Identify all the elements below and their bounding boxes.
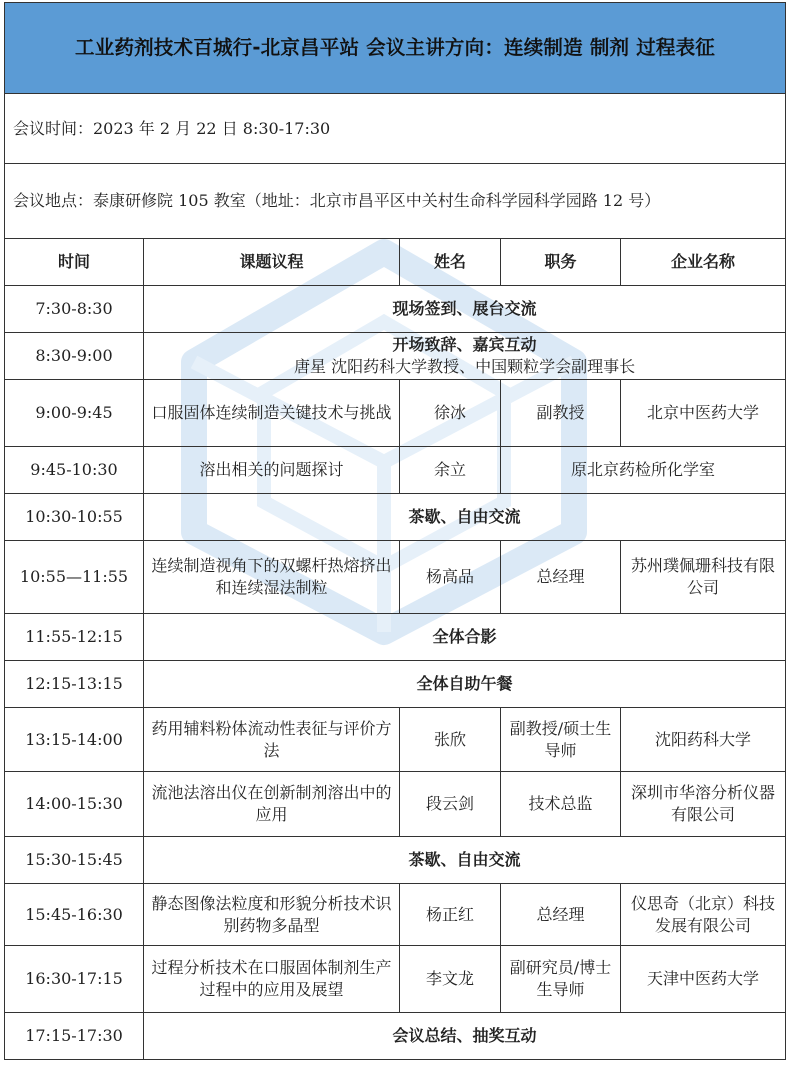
time-cell: 12:15-13:15	[5, 661, 144, 708]
span-cell	[144, 661, 786, 708]
time-cell: 9:00-9:45	[5, 380, 144, 447]
session-label: 开场致辞、嘉宾互动	[392, 335, 537, 354]
topic-cell: 静态图像法粒度和形貌分析技术识别药物多晶型	[144, 884, 400, 946]
agenda-table	[4, 2, 786, 1060]
header-name: 姓名	[400, 239, 501, 286]
session-label: 现场签到、展台交流	[392, 299, 537, 318]
position-cell: 副教授	[501, 380, 621, 447]
agenda-row	[5, 884, 786, 946]
position-cell: 总经理	[501, 884, 621, 946]
meeting-time: 会议时间：2023 年 2 月 22 日 8:30-17:30	[5, 94, 786, 164]
session-label: 全体合影	[432, 627, 497, 646]
company-cell: 仪思奇（北京）科技发展有限公司	[621, 884, 786, 946]
time-cell: 16:30-17:15	[5, 946, 144, 1013]
span-cell	[144, 286, 786, 333]
header-topic: 课题议程	[144, 239, 400, 286]
time-cell: 10:55—11:55	[5, 541, 144, 614]
session-label: 茶歇、自由交流	[408, 850, 521, 869]
name-cell: 杨正红	[400, 884, 501, 946]
name-cell: 杨高品	[400, 541, 501, 614]
topic-cell: 流池法溶出仪在创新制剂溶出中的应用	[144, 772, 400, 837]
company-cell: 深圳市华溶分析仪器有限公司	[621, 772, 786, 837]
time-cell: 10:30-10:55	[5, 494, 144, 541]
time-cell: 8:30-9:00	[5, 333, 144, 380]
span-cell	[144, 494, 786, 541]
agenda-row	[5, 661, 786, 708]
agenda-row	[5, 708, 786, 772]
name-cell: 余立	[400, 447, 501, 494]
time-cell: 9:45-10:30	[5, 447, 144, 494]
topic-cell: 溶出相关的问题探讨	[144, 447, 400, 494]
span-cell	[144, 614, 786, 661]
agenda-row	[5, 541, 786, 614]
span-cell	[144, 837, 786, 884]
time-cell: 7:30-8:30	[5, 286, 144, 333]
agenda-row	[5, 772, 786, 837]
name-cell: 徐冰	[400, 380, 501, 447]
agenda-row	[5, 837, 786, 884]
agenda-row	[5, 1013, 786, 1060]
position-cell: 副教授/硕士生导师	[501, 708, 621, 772]
session-label: 全体自助午餐	[416, 674, 513, 693]
agenda-row	[5, 380, 786, 447]
topic-cell: 连续制造视角下的双螺杆热熔挤出和连续湿法制粒	[144, 541, 400, 614]
span-cell	[144, 333, 786, 380]
header-time: 时间	[5, 239, 144, 286]
topic-cell: 药用辅料粉体流动性表征与评价方法	[144, 708, 400, 772]
agenda-row	[5, 494, 786, 541]
span-cell	[144, 1013, 786, 1060]
header-company: 企业名称	[621, 239, 786, 286]
company-cell: 苏州璞佩珊科技有限公司	[621, 541, 786, 614]
position-company-cell: 原北京药检所化学室	[501, 447, 786, 494]
meeting-time-row	[5, 94, 786, 164]
company-cell: 沈阳药科大学	[621, 708, 786, 772]
title-row	[5, 3, 786, 94]
page-title: 工业药剂技术百城行-北京昌平站 会议主讲方向：连续制造 制剂 过程表征	[5, 3, 786, 94]
session-label: 会议总结、抽奖互动	[392, 1026, 537, 1045]
header-row	[5, 239, 786, 286]
session-label: 茶歇、自由交流	[408, 507, 521, 526]
company-cell: 北京中医药大学	[621, 380, 786, 447]
topic-cell: 过程分析技术在口服固体制剂生产过程中的应用及展望	[144, 946, 400, 1013]
meeting-place-row	[5, 164, 786, 239]
time-cell: 15:30-15:45	[5, 837, 144, 884]
agenda-row	[5, 614, 786, 661]
agenda-frame	[4, 2, 785, 1063]
name-cell: 张欣	[400, 708, 501, 772]
position-cell: 技术总监	[501, 772, 621, 837]
time-cell: 17:15-17:30	[5, 1013, 144, 1060]
header-position: 职务	[501, 239, 621, 286]
company-cell: 天津中医药大学	[621, 946, 786, 1013]
time-cell: 14:00-15:30	[5, 772, 144, 837]
meeting-place: 会议地点：泰康研修院 105 教室（地址：北京市昌平区中关村生命科学园科学园路 12 号）	[5, 164, 786, 239]
position-cell: 总经理	[501, 541, 621, 614]
agenda-row	[5, 333, 786, 380]
agenda-row	[5, 286, 786, 333]
topic-cell: 口服固体连续制造关键技术与挑战	[144, 380, 400, 447]
position-cell: 副研究员/博士生导师	[501, 946, 621, 1013]
time-cell: 15:45-16:30	[5, 884, 144, 946]
name-cell: 李文龙	[400, 946, 501, 1013]
time-cell: 13:15-14:00	[5, 708, 144, 772]
agenda-row	[5, 946, 786, 1013]
name-cell: 段云剑	[400, 772, 501, 837]
agenda-row	[5, 447, 786, 494]
time-cell: 11:55-12:15	[5, 614, 144, 661]
session-subtitle: 唐星 沈阳药科大学教授、中国颗粒学会副理事长	[293, 357, 636, 376]
